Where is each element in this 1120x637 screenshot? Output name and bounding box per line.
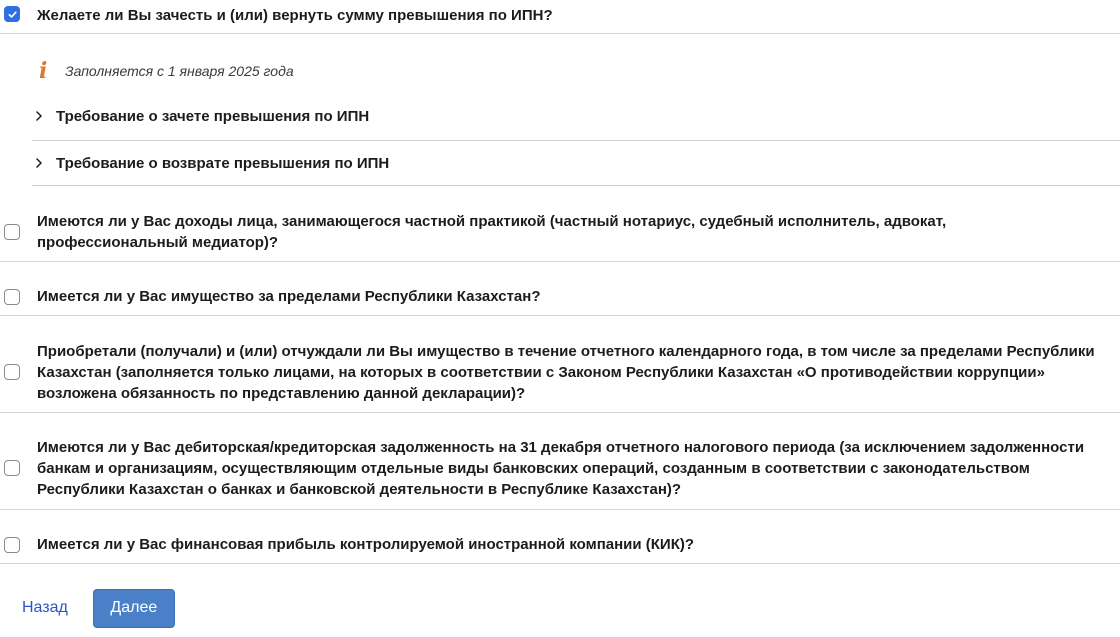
next-button[interactable]: Далее (93, 589, 175, 628)
question-label: Имеется ли у Вас имущество за пределами Республики Казахстан? (37, 288, 541, 305)
chevron-right-icon (32, 111, 56, 121)
back-link[interactable]: Назад (22, 599, 68, 616)
checkbox-receivables-payables[interactable] (4, 460, 20, 476)
checkmark-icon (7, 9, 18, 20)
accordion-offset-claim[interactable] (32, 92, 1120, 141)
checkbox-property-acquired[interactable] (4, 364, 20, 380)
question-label: Приобретали (получали) и (или) отчуждали ли Вы имущество в течение отчетного календарного года, в том числе за пределами Республики Казахстан (заполняется только лицами, на которых в соответствии с Законом Республики Казахстан «О противодействии коррупции» возложена обязанность по представлению данной декларации)? (37, 343, 1095, 402)
question-label: Имеется ли у Вас финансовая прибыль контролируемой иностранной компании (КИК)? (37, 536, 695, 553)
accordion-label: Требование о возврате превышения по ИПН (56, 154, 390, 172)
accordion-label: Требование о зачете превышения по ИПН (56, 107, 370, 125)
checkbox-ipn-excess[interactable] (4, 6, 20, 22)
checkbox-private-practice[interactable] (4, 224, 20, 240)
question-row-receivables-payables (0, 413, 1120, 510)
form-navigation (0, 588, 400, 628)
question-label: Имеются ли у Вас доходы лица, занимающегося частной практикой (частный нотариус, судебный исполнитель, адвокат, профессиональный медиатор)? (37, 213, 947, 251)
question-label: Имеются ли у Вас дебиторская/кредиторская задолженность на 31 декабря отчетного налогового периода (за исключением задолженности банкам и организациям, осуществляющим отдельные виды банковских операций, созданным в соответствии с законодательством Республики Казахстан о банках и банковской деятельности в Республике Казахстан)? (37, 439, 1085, 498)
question-row-ipn-excess (0, 0, 1120, 34)
info-text: Заполняется с 1 января 2025 года (65, 63, 294, 79)
checkbox-cfc-profit[interactable] (4, 537, 20, 553)
info-note (37, 58, 294, 84)
question-row-foreign-property (0, 262, 1120, 316)
question-label: Желаете ли Вы зачесть и (или) вернуть сумму превышения по ИПН? (37, 7, 553, 24)
accordion-refund-claim[interactable] (32, 141, 1120, 186)
checkbox-foreign-property[interactable] (4, 289, 20, 305)
question-row-private-practice (0, 186, 1120, 262)
question-row-cfc-profit (0, 510, 1120, 564)
question-row-property-acquired (0, 316, 1120, 413)
info-icon: i (39, 58, 48, 84)
chevron-right-icon (32, 158, 56, 168)
